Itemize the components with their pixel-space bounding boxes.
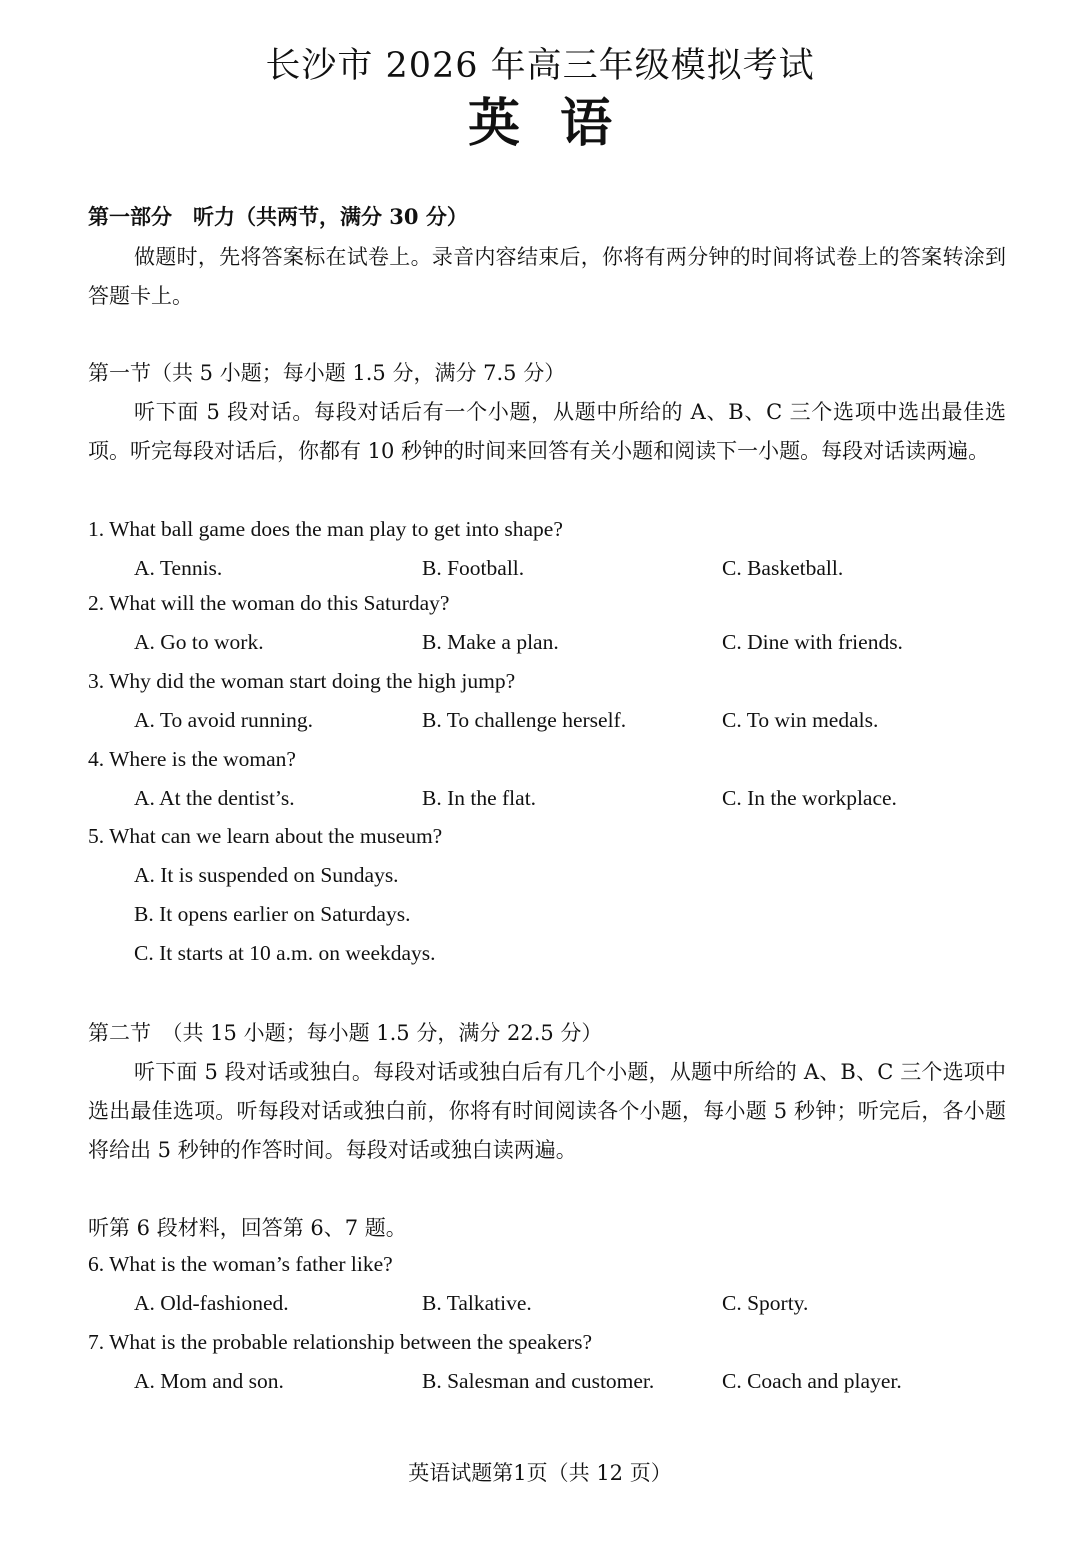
section1-instruction: 听下面 5 段对话。每段对话后有一个小题，从题中所给的 A、B、C 三个选项中选出最佳选项。听完每段对话后，你都有 10 秒钟的时间来回答有关小题和阅读下一小题。每段对话读两遍。	[88, 400, 1006, 463]
q2-option-b: B. Make a plan.	[422, 630, 559, 654]
q7-option-c: C. Coach and player.	[722, 1369, 902, 1393]
q3-option-a: A. To avoid running.	[134, 708, 314, 732]
q4-option-a: A. At the dentist’s.	[134, 786, 295, 810]
q1-option-c: C. Basketball.	[722, 556, 844, 580]
q5-option-b: B. It opens earlier on Saturdays.	[134, 902, 411, 926]
section2-heading: 第二节 （共 15 小题；每小题 1.5 分，满分 22.5 分）	[88, 1021, 603, 1045]
subject-title: 英语	[467, 93, 652, 154]
q1-option-a: A. Tennis.	[134, 556, 223, 580]
q5-option-a: A. It is suspended on Sundays.	[134, 863, 399, 887]
question-1: 1. What ball game does the man play to get into shape?	[88, 517, 563, 541]
question-2: 2. What will the woman do this Saturday?	[88, 591, 450, 615]
q6-option-c: C. Sporty.	[722, 1291, 809, 1315]
question-6: 6. What is the woman’s father like?	[88, 1252, 393, 1276]
q2-option-a: A. Go to work.	[134, 630, 264, 654]
part1-instruction: 做题时，先将答案标在试卷上。录音内容结束后，你将有两分钟的时间将试卷上的答案转涂到答题卡上。	[88, 245, 1006, 308]
question-7: 7. What is the probable relationship between the speakers?	[88, 1330, 593, 1354]
q5-option-c: C. It starts at 10 a.m. on weekdays.	[134, 941, 436, 965]
page-footer: 英语试题第1页（共 12 页）	[408, 1461, 672, 1485]
q7-option-a: A. Mom and son.	[134, 1369, 284, 1393]
question-4: 4. Where is the woman?	[88, 747, 296, 771]
q4-option-c: C. In the workplace.	[722, 786, 897, 810]
section2-instruction: 听下面 5 段对话或独白。每段对话或独白后有几个小题，从题中所给的 A、B、C 三个选项中选出最佳选项。听每段对话或独白前，你将有时间阅读各个小题，每小题 5 秒钟；听完后，各小题将给出 5 秒钟的作答时间。每段对话或独白读两遍。	[88, 1060, 1006, 1162]
q6-option-b: B. Talkative.	[422, 1291, 532, 1315]
material-6-heading: 听第 6 段材料，回答第 6、7 题。	[88, 1216, 407, 1240]
q7-option-b: B. Salesman and customer.	[422, 1369, 655, 1393]
section1-heading: 第一节（共 5 小题；每小题 1.5 分，满分 7.5 分）	[88, 361, 566, 385]
question-3: 3. Why did the woman start doing the high jump?	[88, 669, 516, 693]
q2-option-c: C. Dine with friends.	[722, 630, 903, 654]
q1-option-b: B. Football.	[422, 556, 525, 580]
question-5: 5. What can we learn about the museum?	[88, 824, 443, 848]
q4-option-b: B. In the flat.	[422, 786, 537, 810]
q3-option-b: B. To challenge herself.	[422, 708, 627, 732]
q3-option-c: C. To win medals.	[722, 708, 879, 732]
part1-heading: 第一部分 听力（共两节，满分 30 分）	[88, 204, 468, 229]
exam-title: 长沙市 2026 年高三年级模拟考试	[265, 46, 815, 86]
q6-option-a: A. Old-fashioned.	[134, 1291, 289, 1315]
